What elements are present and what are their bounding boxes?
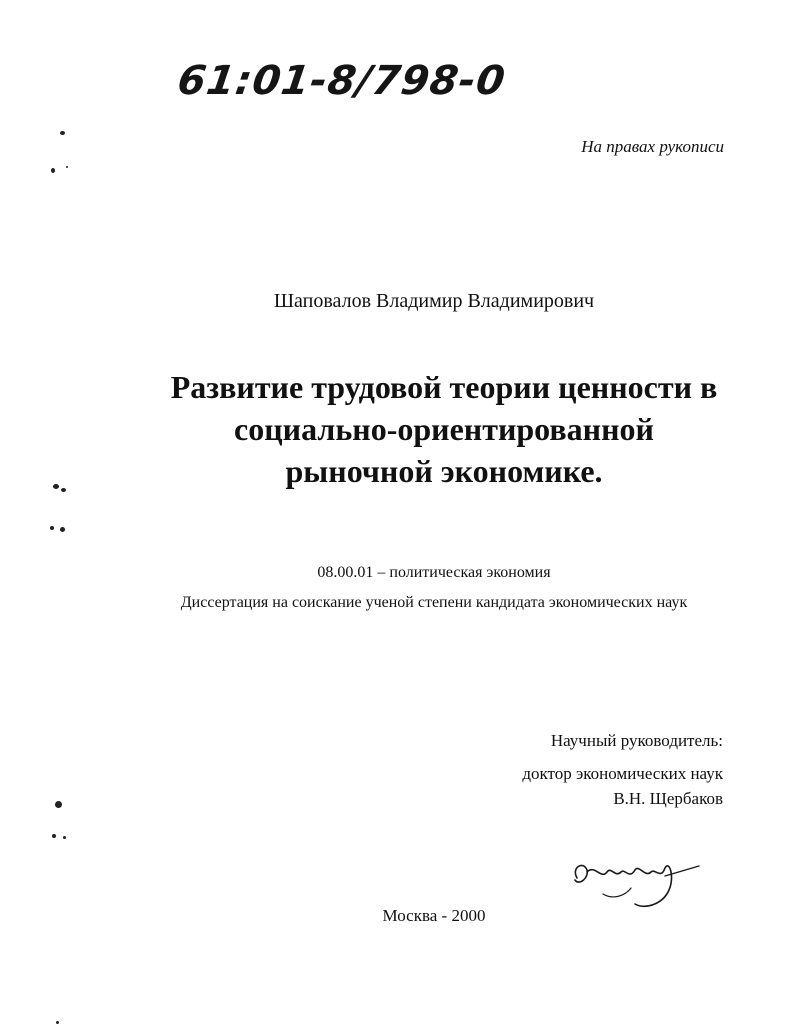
- title-line-3: рыночной экономике.: [285, 453, 603, 489]
- signature-image: [565, 850, 705, 914]
- supervisor-name: В.Н. Щербаков: [613, 789, 723, 808]
- title-line-2: социально-ориентированной: [234, 411, 654, 447]
- dissertation-type: Диссертация на соискание ученой степени кандидата экономических наук: [180, 594, 688, 611]
- scan-speck: [51, 168, 55, 173]
- scan-speck: [52, 834, 56, 838]
- scan-speck: [53, 484, 59, 489]
- supervisor-label: Научный руководитель:: [550, 731, 723, 750]
- specialty-code: 08.00.01 – политическая экономия: [317, 564, 551, 581]
- scan-speck: [56, 1021, 59, 1024]
- scan-speck: [60, 131, 65, 135]
- scan-speck: [55, 801, 62, 808]
- author-name: Шаповалов Владимир Владимирович: [273, 290, 595, 312]
- city-year: Москва - 2000: [382, 906, 486, 925]
- supervisor-block: [423, 731, 723, 809]
- archive-code-handwritten: 61:01-8/798-0: [174, 58, 509, 104]
- scan-speck: [63, 836, 66, 839]
- scan-speck: [66, 166, 68, 168]
- scan-speck: [60, 527, 65, 532]
- supervisor-degree: доктор экономических наук: [522, 764, 723, 783]
- scan-speck: [50, 526, 54, 530]
- scan-speck: [61, 488, 66, 492]
- dissertation-title: [110, 366, 778, 492]
- rights-notice: На правах рукописи: [581, 137, 724, 156]
- title-line-1: Развитие трудовой теории ценности в: [170, 369, 718, 405]
